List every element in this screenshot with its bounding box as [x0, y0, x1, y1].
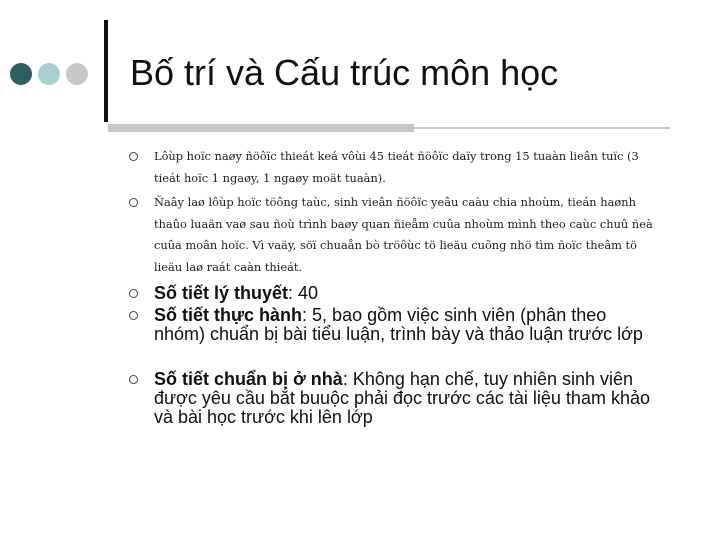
bullet-circle-icon: [129, 152, 138, 161]
bullet-circle-icon: [129, 375, 138, 384]
bullet-text: : 40: [288, 283, 319, 303]
bullet-text: Ñaây laø lôùp hoïc töông taùc, sinh vieân ñöôïc yeâu caàu chia nhoùm, tieán haønh thaûo luaän vaø sau ñoù trình baøy quan ñieåm cuûa nhoùm mình theo caùc chuû ñeà cuûa moân hoïc. Vì vaäy, söï chuaån bò tröôùc tö lieäu cuõng nhö tìm ñoïc theâm tö lieäu laø raát caàn thieát.: [154, 195, 653, 274]
title-underline-thin: [414, 127, 670, 129]
list-item: [126, 192, 656, 284]
bullet-circle-icon: [129, 311, 138, 320]
gray-dot: [66, 63, 88, 85]
decorative-dots: [10, 63, 100, 87]
bullet-label: Số tiết thực hành: [154, 305, 303, 325]
dark-teal-dot: [10, 63, 32, 85]
bullet-label: Số tiết chuẩn bị ở nhà: [154, 369, 343, 389]
light-teal-dot: [38, 63, 60, 85]
bullet-text: : 5, bao gồm việc sinh viên (phân theo nhóm) chuẩn bị bài tiểu luận, trình bày và thảo luận trước lớp: [154, 305, 643, 344]
bullet-label: Số tiết lý thuyết: [154, 283, 289, 303]
list-item: [126, 306, 656, 370]
bullet-text: : Không hạn chế, tuy nhiên sinh viên được yêu cầu bắt buuộc phải đọc trước các tài liệu tham khảo và bài học trước khi lên lớp: [154, 369, 650, 427]
list-item: [126, 284, 656, 306]
title-underline-thick: [108, 124, 414, 132]
list-item: [126, 370, 656, 427]
list-item: [126, 146, 656, 192]
bullet-circle-icon: [129, 289, 138, 298]
bullet-text: Lôùp hoïc naøy ñöôïc thieát keá vôùi 45 tieát ñöôïc daïy trong 15 tuaàn lieân tuïc (3 tieát hoïc 1 ngaøy, 1 ngaøy moät tuaàn).: [154, 149, 639, 185]
bullet-list: [126, 146, 656, 427]
title-divider-vertical: [104, 20, 108, 122]
slide-title: Bố trí và Cấu trúc môn học: [130, 52, 559, 93]
bullet-circle-icon: [129, 198, 138, 207]
